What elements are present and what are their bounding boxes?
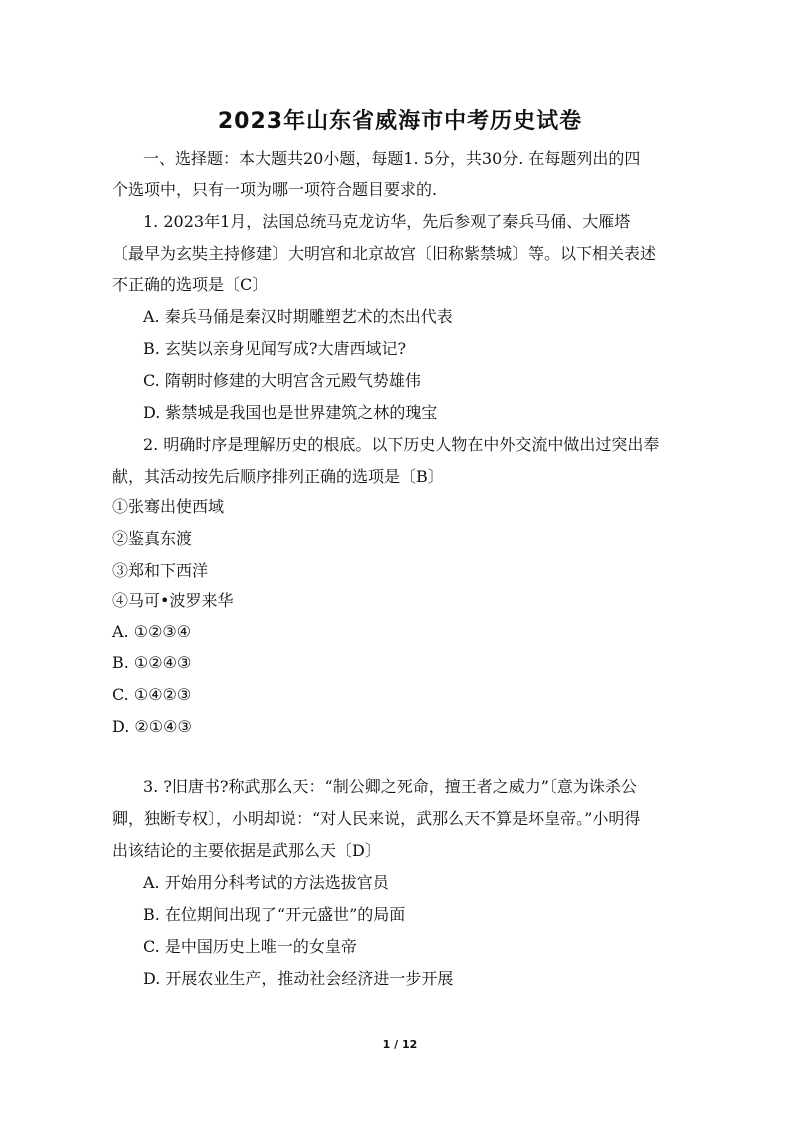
question-1-option-c: C. 隋朝时修建的大明宫含元殿气势雄伟 — [143, 371, 421, 390]
page-number: 1 / 12 — [382, 1038, 418, 1051]
question-3-option-d: D. 开展农业生产，推动社会经济进一步开展 — [143, 969, 454, 988]
question-1-option-b: B. 玄奘以亲身见闻写成?大唐西域记? — [143, 339, 407, 358]
question-1-stem-line-2: 〔最早为玄奘主持修建〕大明宫和北京故宫〔旧称紫禁城〕等。以下相关表述 — [112, 244, 657, 263]
question-1-stem-line-3: 不正确的选项是〔C〕 — [112, 275, 269, 294]
page-title: 2023年山东省威海市中考历史试卷 — [217, 109, 583, 134]
question-3-option-b: B. 在位期间出现了“开元盛世”的局面 — [143, 905, 406, 924]
question-2-item-4: ④马可•波罗来华 — [112, 591, 234, 610]
question-1-option-a: A. 秦兵马俑是秦汉时期雕塑艺术的杰出代表 — [143, 307, 453, 326]
question-2-option-a: A. ①②③④ — [112, 622, 192, 641]
question-2-item-3: ③郑和下西洋 — [112, 561, 209, 580]
question-2-option-d: D. ②①④③ — [112, 717, 192, 736]
question-3-stem-line-3: 出该结论的主要依据是武那么天〔D〕 — [112, 841, 381, 860]
section-instructions-line-1: 一、选择题：本大题共20小题，每题1. 5分，共30分. 在每题列出的四 — [143, 149, 641, 168]
question-3-stem-line-1: 3. ?旧唐书?称武那么天：“制公卿之死命，擅王者之威力”〔意为诛杀公 — [143, 777, 637, 796]
question-2-option-c: C. ①④②③ — [112, 685, 192, 704]
question-2-stem-line-1: 2. 明确时序是理解历史的根底。以下历史人物在中外交流中做出过突出奉 — [143, 435, 660, 454]
question-3-option-c: C. 是中国历史上唯一的女皇帝 — [143, 937, 357, 956]
question-2-stem-line-2: 献，其活动按先后顺序排列正确的选项是〔B〕 — [112, 467, 444, 486]
question-1-stem-line-1: 1. 2023年1月，法国总统马克龙访华，先后参观了秦兵马俑、大雁塔 — [143, 212, 631, 231]
question-3-option-a: A. 开始用分科考试的方法选拔官员 — [143, 873, 389, 892]
question-3-stem-line-2: 卿，独断专权〕，小明却说：“对人民来说，武那么天不算是坏皇帝。”小明得 — [112, 809, 641, 828]
question-2-item-2: ②鉴真东渡 — [112, 529, 193, 548]
question-2-option-b: B. ①②④③ — [112, 653, 192, 672]
section-instructions-line-2: 个选项中，只有一项为哪一项符合题目要求的. — [112, 180, 438, 199]
question-2-item-1: ①张骞出使西域 — [112, 497, 225, 516]
question-1-option-d: D. 紫禁城是我国也是世界建筑之林的瑰宝 — [143, 403, 438, 422]
